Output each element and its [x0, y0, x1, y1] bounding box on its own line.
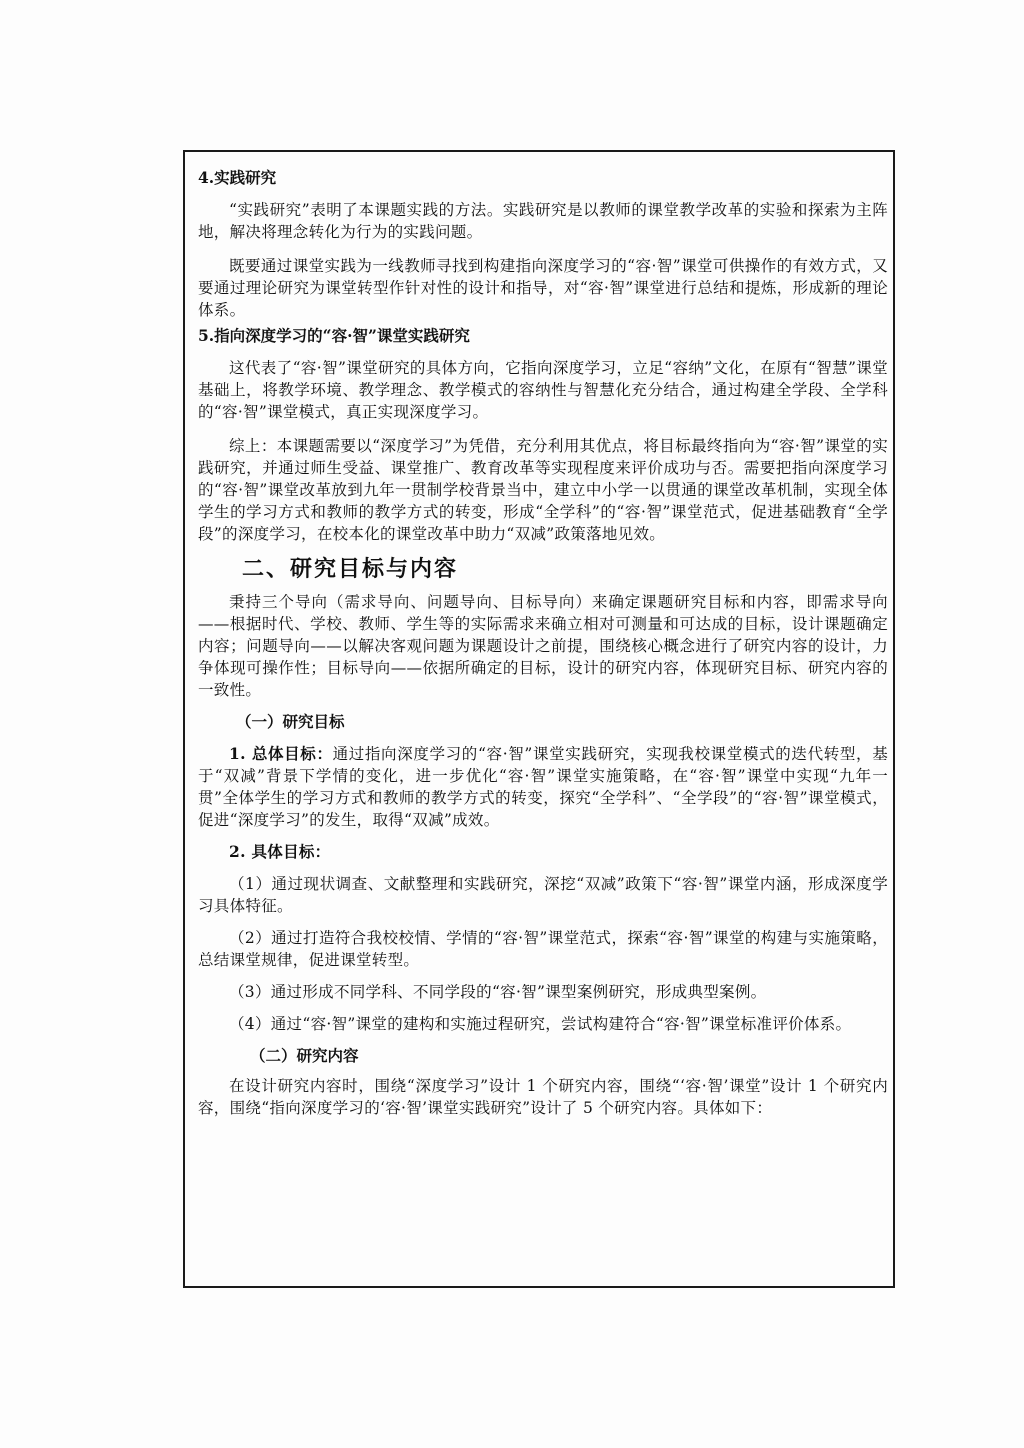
heading-practice-research: 4.实践研究 [198, 168, 277, 187]
section-title-goals-content: 二、研究目标与内容 [242, 556, 459, 582]
paragraph-practice-method: “实践研究”表明了本课题实践的方法。实践研究是以教师的课堂教学改革的实验和探索为主阵地，解决将理念转化为行为的实践问题。 [198, 201, 888, 241]
paragraph-content-design: 在设计研究内容时，围绕“深度学习”设计 1 个研究内容，围绕“‘容·智’课堂”设计 1 个研究内容，围绕“指向深度学习的‘容·智’课堂实践研究”设计了 5 个研究内容。具体如下： [198, 1077, 888, 1117]
subheading-research-goals: （一）研究目标 [236, 712, 345, 731]
paragraph-practice-goal: 既要通过课堂实践为一线教师寻找到构建指向深度学习的“容·智”课堂可供操作的有效方式，又要通过理论研究为课堂转型作针对性的设计和指导，对“容·智”课堂进行总结和提炼，形成新的理论体系。 [198, 257, 888, 319]
goal-specific-label: 2. 具体目标： [229, 842, 331, 861]
subheading-research-content: （二）研究内容 [250, 1046, 359, 1065]
goal-overall-text: 通过指向深度学习的“容·智”课堂实践研究，实现我校课堂模式的迭代转型，基于“双减”背景下学情的变化，进一步优化“容·智”课堂实施策略，在“容·智”课堂中实现“九年一贯”全体学生的学习方式和教师的教学方式的转变，探究“全学科”、“全学段”的“容·智”课堂模式，促进“深度学习”的发生，取得“双减”成效。 [198, 745, 888, 829]
specific-goal-item-4: （4）通过“容·智”课堂的建构和实施过程研究，尝试构建符合“容·智”课堂标准评价体系。 [229, 1015, 852, 1033]
paragraph-summary: 综上：本课题需要以“深度学习”为凭借，充分利用其优点，将目标最终指向为“容·智”课堂的实践研究，并通过师生受益、课堂推广、教育改革等实现程度来评价成功与否。需要把指向深度学习的“容·智”课堂改革放到九年一贯制学校背景当中，建立中小学一以贯通的课堂改革机制，实现全体学生的学习方式和教师的教学方式的转变，形成“全学科”的“容·智”课堂范式，促进基础教育“全学段”的深度学习，在校本化的课堂改革中助力“双减”政策落地见效。 [198, 437, 888, 543]
goal-overall [198, 743, 888, 831]
specific-goal-item-3: （3）通过形成不同学科、不同学段的“容·智”课型案例研究，形成典型案例。 [229, 983, 767, 1001]
goal-specific [198, 841, 888, 863]
heading-deep-learning-practice: 5.指向深度学习的“容·智”课堂实践研究 [198, 326, 470, 345]
specific-goal-item-2: （2）通过打造符合我校校情、学情的“容·智”课堂范式，探索“容·智”课堂的构建与实施策略，总结课堂规律，促进课堂转型。 [198, 929, 888, 969]
paragraph-three-orientations: 秉持三个导向（需求导向、问题导向、目标导向）来确定课题研究目标和内容，即需求导向——根据时代、学校、教师、学生等的实际需求来确立相对可测量和可达成的目标，设计课题确定内容；问题导向——以解决客观问题为课题设计之前提，围绕核心概念进行了研究内容的设计，力争体现可操作性；目标导向——依据所确定的目标，设计的研究内容，体现研究目标、研究内容的一致性。 [198, 593, 888, 699]
paragraph-direction: 这代表了“容·智”课堂研究的具体方向，它指向深度学习，立足“容纳”文化，在原有“智慧”课堂基础上，将教学环境、教学理念、教学模式的容纳性与智慧化充分结合，通过构建全学段、全学科的“容·智”课堂模式，真正实现深度学习。 [198, 359, 888, 421]
specific-goal-item-1: （1）通过现状调查、文献整理和实践研究，深挖“双减”政策下“容·智”课堂内涵，形成深度学习具体特征。 [198, 875, 888, 915]
document-body [198, 163, 888, 1119]
goal-overall-label: 1. 总体目标： [229, 744, 333, 763]
